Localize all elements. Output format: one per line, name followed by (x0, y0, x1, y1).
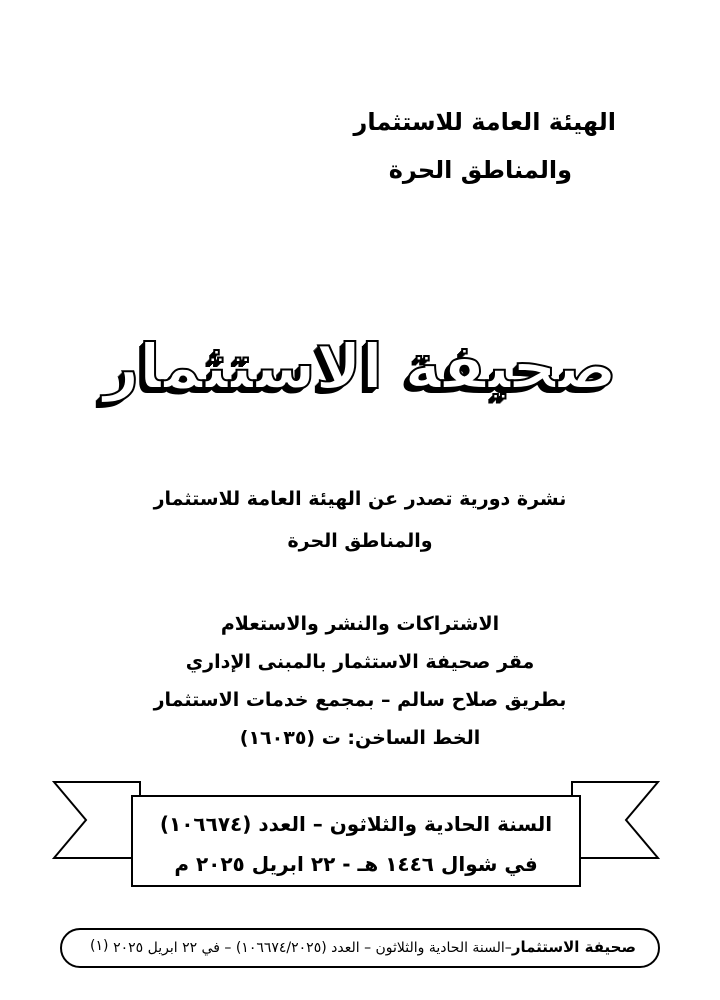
issue-info (132, 804, 580, 884)
org-name-line2: والمناطق الحرة (388, 156, 572, 184)
contact-line1: الاشتراكات والنشر والاستعلام (220, 613, 500, 635)
footer-details: –السنة الحادية والثلاثون – العدد (١٠٦٦٧٤/٢٠٢٥) – في ٢٢ ابريل ٢٠٢٥ (113, 940, 512, 956)
footer-brand: صحيفة الاستثمار (511, 938, 636, 956)
description-line2: والمناطق الحرة (287, 530, 433, 552)
issue-date: في شوال ١٤٤٦ هـ - ٢٢ ابريل ٢٠٢٥ م (174, 852, 538, 876)
organization-header (256, 98, 616, 194)
contact-info (60, 605, 660, 757)
newspaper-masthead: صحيفة الاستثمار (103, 330, 617, 403)
hotline: الخط الساخن: ت (١٦٠٣٥) (239, 727, 481, 749)
contact-line2: مقر صحيفة الاستثمار بالمبنى الإداري (185, 651, 535, 673)
issue-number: السنة الحادية والثلاثون – العدد (١٠٦٦٧٤) (159, 812, 553, 836)
description-line1: نشرة دورية تصدر عن الهيئة العامة للاستثمار (153, 488, 567, 510)
publication-description (60, 478, 660, 562)
org-name-line1: الهيئة العامة للاستثمار (353, 108, 616, 136)
issue-ribbon-banner (52, 780, 660, 900)
footer-text (113, 938, 636, 956)
page-number: (١) (90, 938, 109, 954)
page-footer (60, 928, 660, 968)
contact-line3: بطريق صلاح سالم – بمجمع خدمات الاستثمار (153, 689, 567, 711)
